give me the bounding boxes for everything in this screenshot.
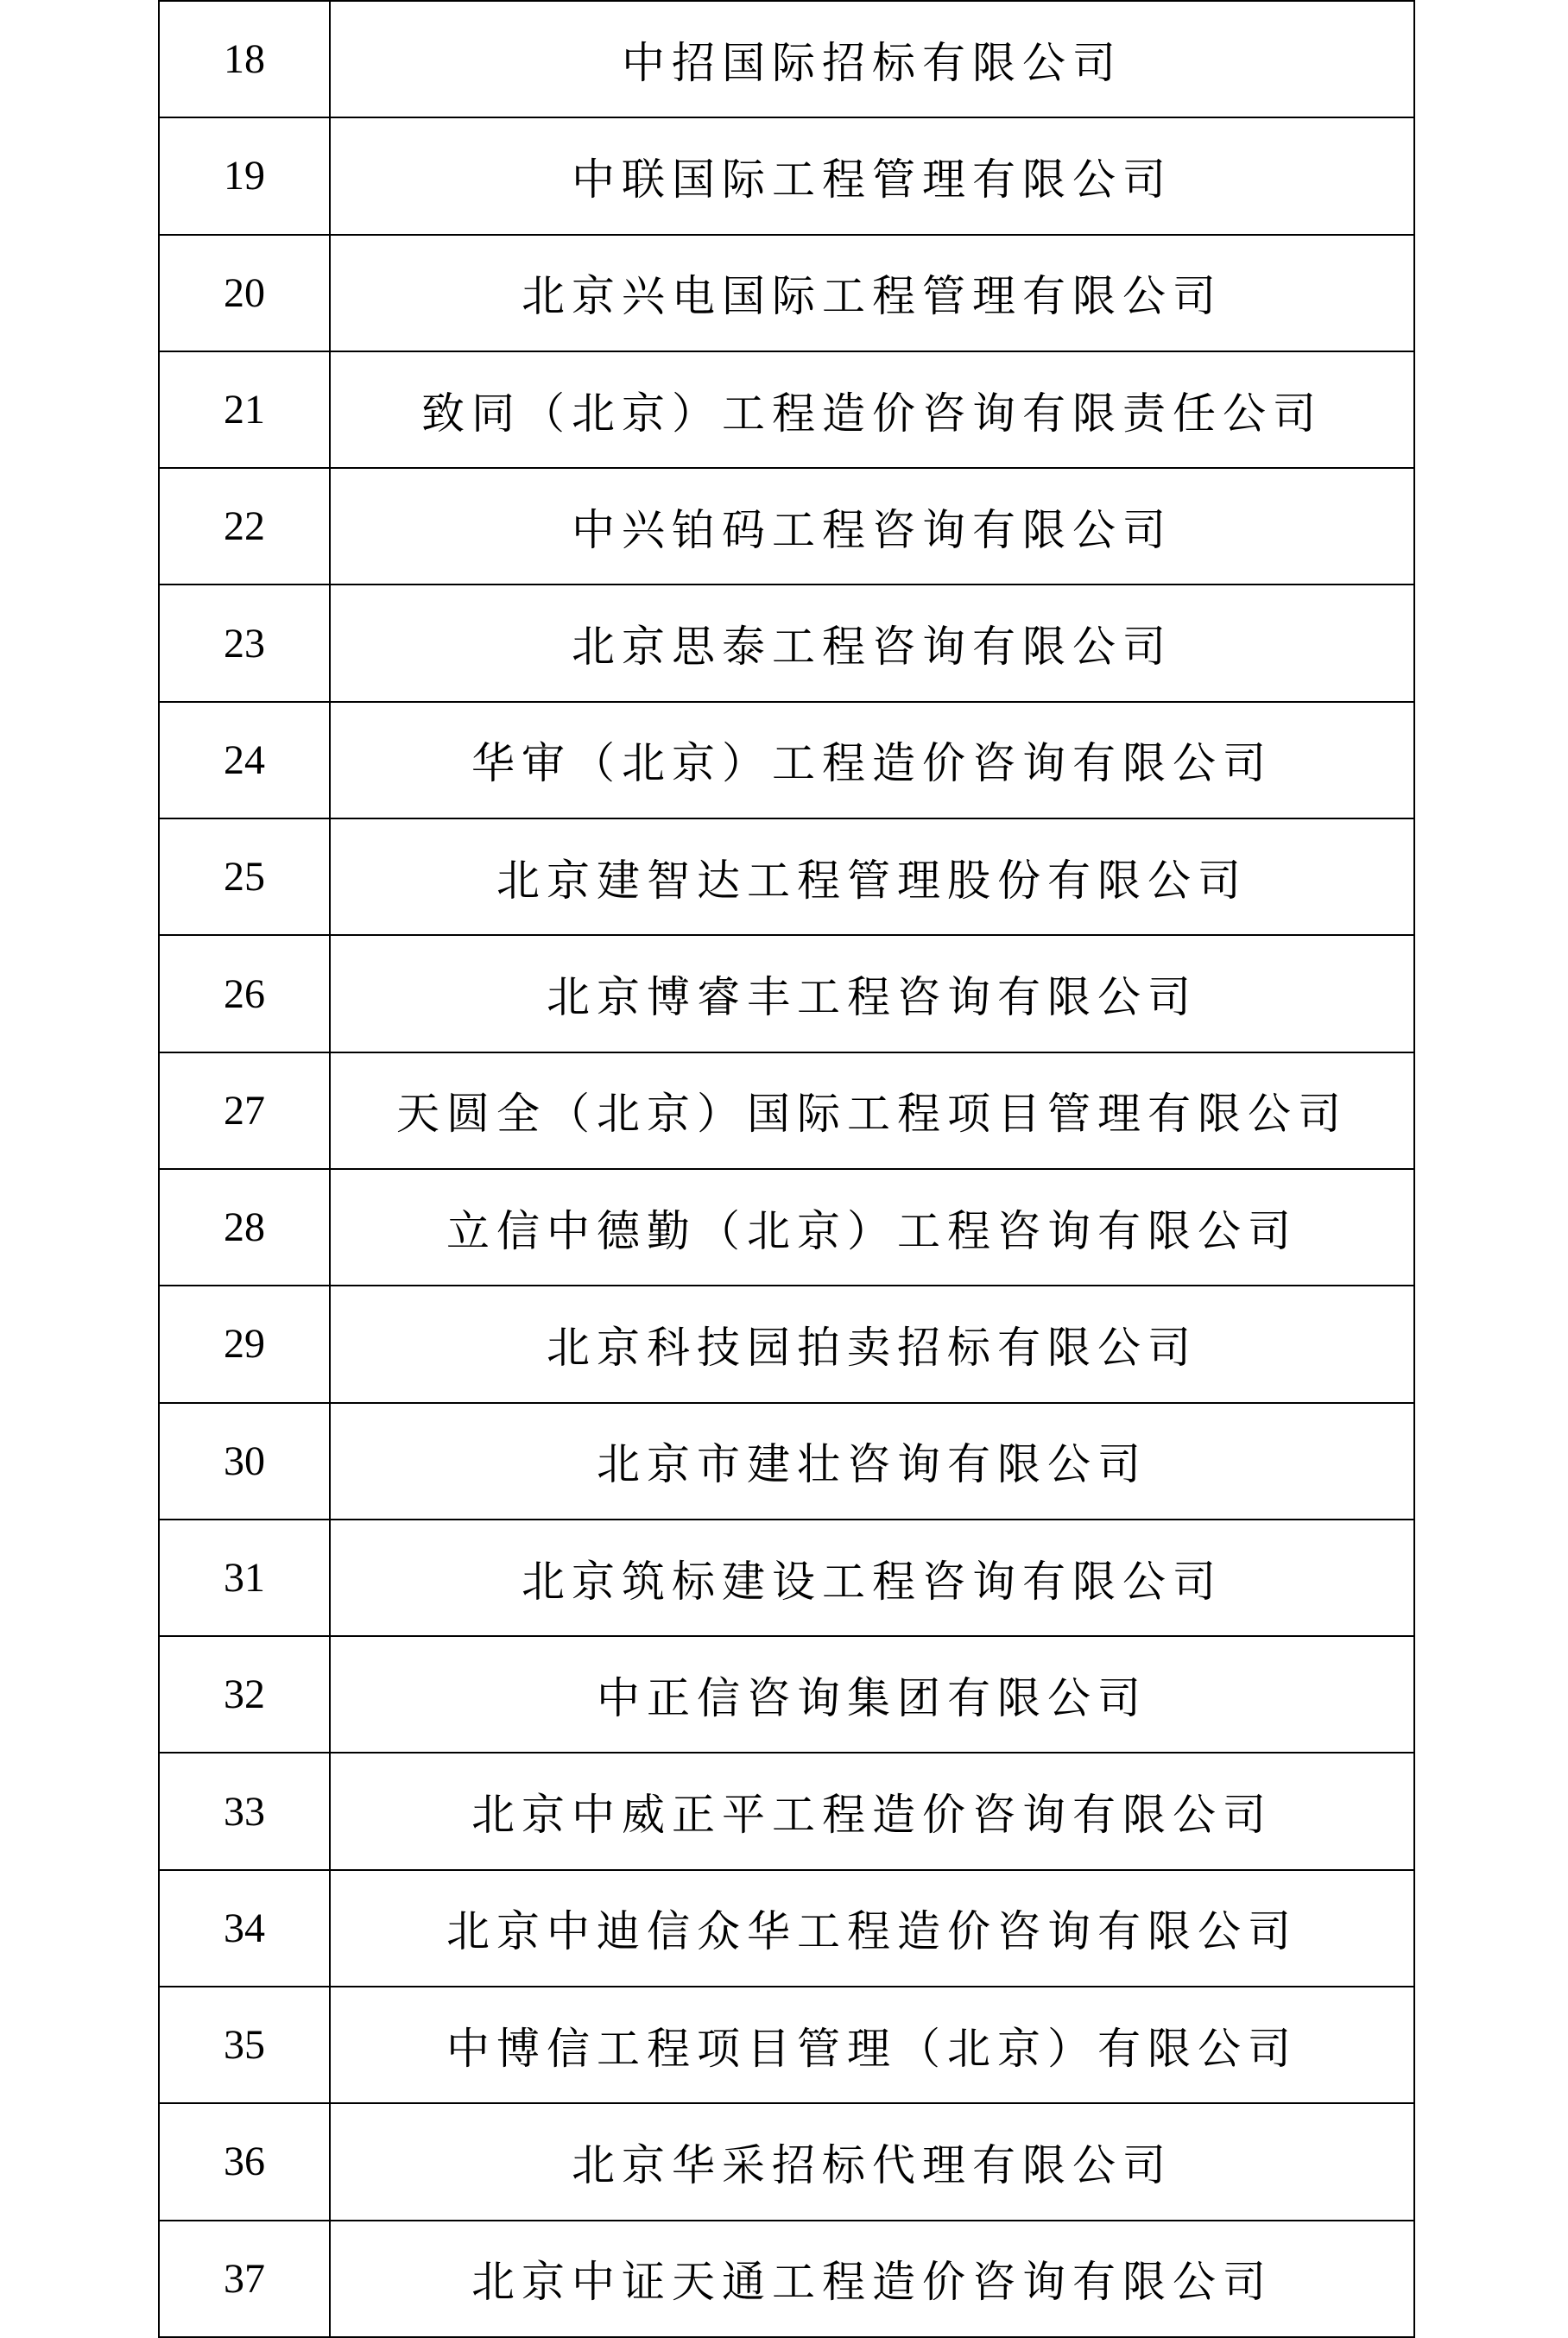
row-number: 36: [160, 2104, 331, 2219]
table-row: [160, 2102, 1413, 2219]
table-row: [160, 1635, 1413, 1752]
table-row: [160, 351, 1413, 467]
table-row: [160, 818, 1413, 934]
company-name: 北京科技园拍卖招标有限公司: [547, 1322, 1198, 1373]
row-number: 35: [160, 1987, 331, 2102]
company-table: [158, 0, 1415, 2338]
table-row: [160, 467, 1413, 584]
company-name: 华审（北京）工程造价咨询有限公司: [471, 738, 1273, 789]
row-number: 31: [160, 1520, 331, 1635]
row-number: 18: [160, 2, 331, 117]
row-number: 19: [160, 118, 331, 233]
company-name: 北京兴电国际工程管理有限公司: [522, 271, 1223, 322]
row-number: 27: [160, 1053, 331, 1168]
table-row: [160, 701, 1413, 818]
table-row: [160, 2220, 1413, 2336]
table-row: [160, 934, 1413, 1051]
table-row: [160, 1986, 1413, 2102]
company-name: 天圆全（北京）国际工程项目管理有限公司: [396, 1089, 1348, 1140]
row-number: 26: [160, 936, 331, 1051]
row-number: 24: [160, 703, 331, 818]
row-number: 34: [160, 1871, 331, 1986]
table-row: [160, 0, 1413, 117]
company-name: 北京筑标建设工程咨询有限公司: [522, 1556, 1223, 1607]
row-number: 25: [160, 819, 331, 934]
company-name: 北京中迪信众华工程造价咨询有限公司: [446, 1906, 1298, 1957]
row-number: 30: [160, 1404, 331, 1519]
table-row: [160, 1285, 1413, 1401]
row-number: 23: [160, 585, 331, 700]
table-row: [160, 1752, 1413, 1868]
table-row: [160, 1052, 1413, 1168]
row-number: 29: [160, 1286, 331, 1401]
company-name: 北京中证天通工程造价咨询有限公司: [471, 2257, 1273, 2308]
company-name: 致同（北京）工程造价咨询有限责任公司: [421, 388, 1323, 439]
company-name: 北京思泰工程咨询有限公司: [572, 622, 1173, 673]
company-name: 中正信咨询集团有限公司: [597, 1672, 1148, 1723]
company-name: 北京建智达工程管理股份有限公司: [496, 855, 1248, 906]
company-name: 北京市建壮咨询有限公司: [597, 1439, 1148, 1490]
row-number: 37: [160, 2221, 331, 2336]
company-name: 中联国际工程管理有限公司: [572, 154, 1173, 205]
table-row: [160, 1869, 1413, 1986]
table-row: [160, 117, 1413, 233]
table-row: [160, 584, 1413, 700]
table-row: [160, 234, 1413, 351]
row-number: 20: [160, 236, 331, 351]
company-name: 中兴铂码工程咨询有限公司: [572, 504, 1173, 555]
company-name: 中博信工程项目管理（北京）有限公司: [446, 2023, 1298, 2074]
row-number: 28: [160, 1170, 331, 1285]
table-row: [160, 1402, 1413, 1519]
row-number: 33: [160, 1754, 331, 1868]
company-name: 中招国际招标有限公司: [622, 37, 1122, 88]
table-row: [160, 1168, 1413, 1285]
company-name: 北京中威正平工程造价咨询有限公司: [471, 1790, 1273, 1841]
table-row: [160, 1519, 1413, 1635]
row-number: 22: [160, 469, 331, 584]
company-name: 北京华采招标代理有限公司: [572, 2139, 1173, 2190]
company-name: 立信中德勤（北京）工程咨询有限公司: [446, 1205, 1298, 1256]
company-name: 北京博睿丰工程咨询有限公司: [547, 972, 1198, 1023]
row-number: 32: [160, 1637, 331, 1752]
row-number: 21: [160, 352, 331, 467]
